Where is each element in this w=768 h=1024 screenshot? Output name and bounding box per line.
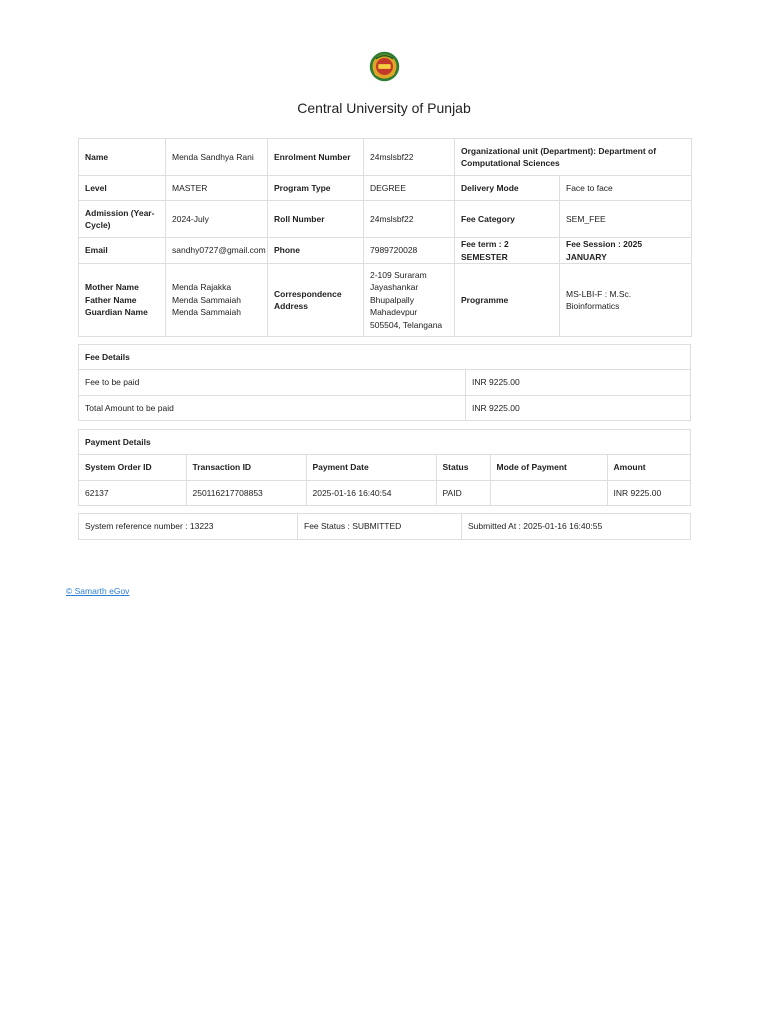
guardian-value: Menda Sammaiah: [172, 307, 241, 318]
fee-row: [79, 370, 690, 395]
fee-row-label: Fee to be paid: [79, 370, 466, 395]
column-header: Payment Date: [306, 455, 436, 480]
delivery-mode-value: Face to face: [560, 176, 692, 201]
system-reference: System reference number : 13223: [79, 514, 298, 539]
roll-label: Roll Number: [268, 201, 364, 238]
fee-row-value: INR 9225.00: [472, 377, 520, 387]
system-info-bar: [78, 513, 691, 540]
address-value: [364, 264, 455, 337]
phone-value: 7989720028: [364, 238, 455, 264]
samarth-egov-link[interactable]: © Samarth eGov: [66, 586, 130, 596]
email-value: sandhy0727@gmail.com: [166, 238, 268, 264]
payment-header-row: [79, 455, 690, 480]
name-label: Name: [79, 139, 166, 176]
fee-row: [79, 395, 690, 420]
org-unit: Organizational unit (Department): Department of Computational Sciences: [455, 139, 692, 176]
status-cell: PAID: [436, 480, 490, 505]
fee-details-section: [78, 344, 691, 421]
roll-value: 24mslsbf22: [364, 201, 455, 238]
programme-label: Programme: [455, 264, 560, 337]
fee-session: Fee Session : 2025 JANUARY: [560, 238, 692, 264]
delivery-mode-label: Delivery Mode: [455, 176, 560, 201]
address-label: Correspondence Address: [268, 264, 364, 337]
parent-labels: [79, 264, 166, 337]
admission-value: 2024-July: [166, 201, 268, 238]
father-label: Father Name: [85, 294, 137, 305]
enrolment-label: Enrolment Number: [268, 139, 364, 176]
program-type-label: Program Type: [268, 176, 364, 201]
fee-category-value: SEM_FEE: [560, 201, 692, 238]
level-label: Level: [79, 176, 166, 201]
table-row: [79, 480, 690, 505]
admission-label: Admission (Year-Cycle): [79, 201, 166, 238]
name-value: Menda Sandhya Rani: [166, 139, 268, 176]
guardian-label: Guardian Name: [85, 307, 148, 318]
fee-category-label: Fee Category: [455, 201, 560, 238]
address-line: Mahadevpur: [370, 307, 418, 318]
mode-of-payment-cell: [490, 480, 607, 505]
email-label: Email: [79, 238, 166, 264]
amount-cell: INR 9225.00: [607, 480, 690, 505]
address-line: Jayashankar: [370, 282, 419, 293]
fee-row-label: Total Amount to be paid: [79, 396, 466, 420]
submitted-at: Submitted At : 2025-01-16 16:40:55: [468, 521, 603, 531]
address-line: 505504, Telangana: [370, 319, 443, 330]
parent-values: [166, 264, 268, 337]
system-info-row: [79, 514, 690, 539]
order-id-cell: 62137: [79, 480, 186, 505]
student-info-table: [78, 138, 692, 337]
university-seal-icon: [369, 51, 400, 82]
program-type-value: DEGREE: [364, 176, 455, 201]
payment-details-heading: Payment Details: [79, 430, 690, 455]
enrolment-value: 24mslsbf22: [364, 139, 455, 176]
fee-term: Fee term : 2 SEMESTER: [455, 238, 560, 264]
page-title: Central University of Punjab: [297, 100, 471, 116]
address-line: Bhupalpally: [370, 294, 414, 305]
programme-value: MS-LBI-F : M.Sc. Bioinformatics: [560, 264, 692, 337]
level-value: MASTER: [166, 176, 268, 201]
mother-label: Mother Name: [85, 282, 139, 293]
column-header: System Order ID: [79, 455, 186, 480]
payment-details-section: [78, 429, 691, 506]
address-line: 2-109 Suraram: [370, 269, 427, 280]
column-header: Transaction ID: [186, 455, 306, 480]
fee-details-heading: Fee Details: [79, 345, 690, 370]
phone-label: Phone: [268, 238, 364, 264]
transaction-id-cell: 250116217708853: [186, 480, 306, 505]
fee-row-value: INR 9225.00: [472, 403, 520, 413]
father-value: Menda Sammaiah: [172, 294, 241, 305]
column-header: Status: [436, 455, 490, 480]
payment-date-cell: 2025-01-16 16:40:54: [306, 480, 436, 505]
fee-status: Fee Status : SUBMITTED: [298, 514, 462, 539]
column-header: Mode of Payment: [490, 455, 607, 480]
mother-value: Menda Rajakka: [172, 282, 232, 293]
payment-table: [79, 455, 690, 505]
column-header: Amount: [613, 462, 646, 472]
